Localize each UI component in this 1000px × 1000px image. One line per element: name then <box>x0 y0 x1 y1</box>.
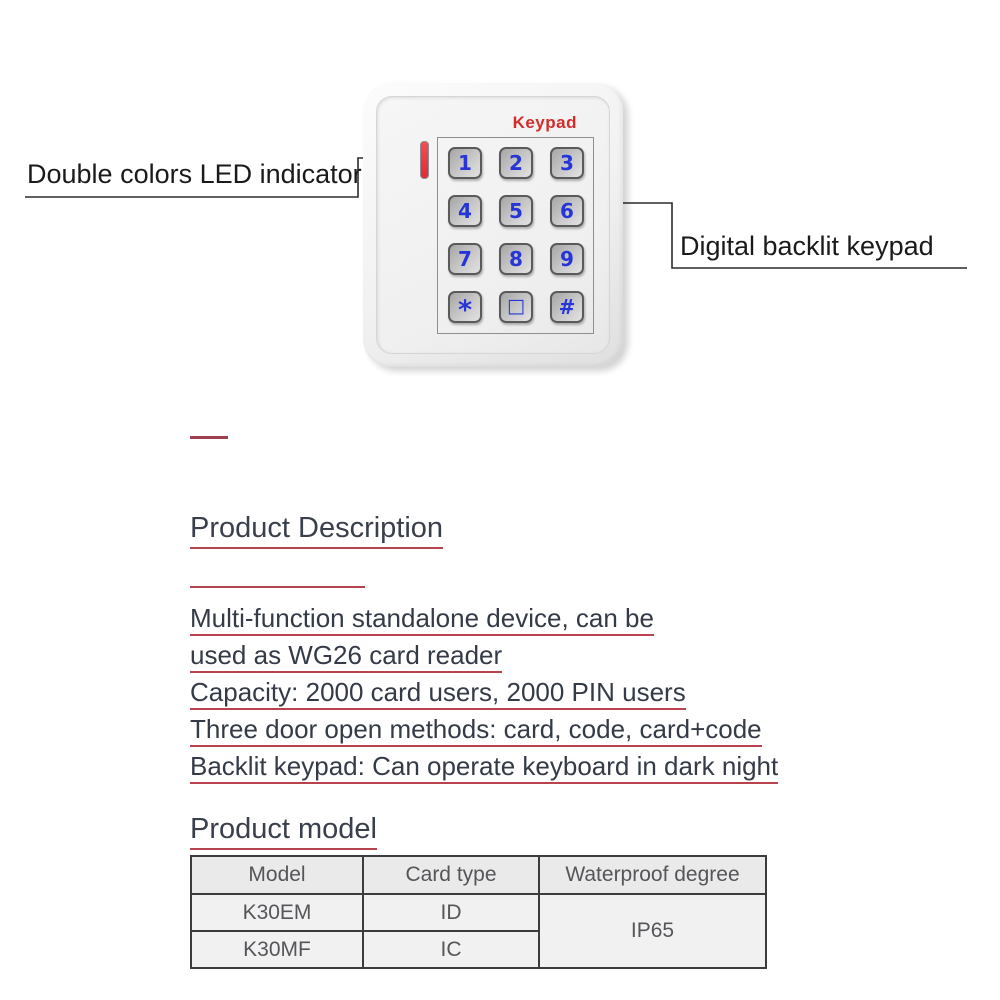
empty-underline-mark <box>190 586 365 588</box>
key-7-label: 7 <box>458 247 472 271</box>
column-header-waterproof-degree: Waterproof degree <box>539 856 766 894</box>
key-6-label: 6 <box>560 199 574 223</box>
keypad-key-5 <box>499 195 533 227</box>
keypad-key-7 <box>448 243 482 275</box>
table-row <box>191 894 766 931</box>
description-line: Capacity: 2000 card users, 2000 PIN users <box>190 674 778 711</box>
description-line: Backlit keypad: Can operate keyboard in dark night <box>190 748 778 785</box>
keypad-key-4 <box>448 195 482 227</box>
description-line: used as WG26 card reader <box>190 637 778 674</box>
product-description-text <box>190 600 778 785</box>
product-model-heading-text: Product model <box>190 813 377 850</box>
keypad-device-image <box>363 83 623 367</box>
keypad-key-2 <box>499 147 533 179</box>
keypad-key-1 <box>448 147 482 179</box>
keypad-callout-label: Digital backlit keypad <box>680 231 934 261</box>
keypad-key-3 <box>550 147 584 179</box>
cell-cardtype-ic: IC <box>363 931 539 968</box>
device-brand-label: Keypad <box>512 113 577 132</box>
keypad-key-8 <box>499 243 533 275</box>
key-hash-label: # <box>558 295 576 319</box>
product-description-heading-text: Product Description <box>190 512 443 549</box>
key-8-label: 8 <box>509 247 523 271</box>
key-1-label: 1 <box>458 151 472 175</box>
description-line: Three door open methods: card, code, card+code <box>190 711 778 748</box>
small-dash-mark <box>190 436 228 439</box>
keypad-panel <box>437 137 594 334</box>
keypad-key-hash <box>550 291 584 323</box>
key-4-label: 4 <box>458 199 472 223</box>
cell-cardtype-id: ID <box>363 894 539 931</box>
key-star-label: * <box>457 294 473 326</box>
keypad-key-9 <box>550 243 584 275</box>
cell-model-k30mf: K30MF <box>191 931 363 968</box>
led-callout-label: Double colors LED indicator <box>27 159 362 189</box>
key-3-label: 3 <box>560 151 574 175</box>
keypad-key-star <box>448 291 482 326</box>
key-5-label: 5 <box>509 199 523 223</box>
cell-waterproof-ip65: IP65 <box>539 894 766 968</box>
product-model-heading <box>190 813 377 846</box>
product-model-table <box>190 855 767 969</box>
device-face <box>376 96 610 354</box>
table-header-row <box>191 856 766 894</box>
column-header-model: Model <box>191 856 363 894</box>
column-header-card-type: Card type <box>363 856 539 894</box>
led-indicator <box>420 141 429 179</box>
product-description-heading <box>190 512 443 545</box>
description-line: Multi-function standalone device, can be <box>190 600 778 637</box>
key-2-label: 2 <box>509 151 523 175</box>
keypad-key-0 <box>499 291 533 323</box>
cell-model-k30em: K30EM <box>191 894 363 931</box>
keypad-key-6 <box>550 195 584 227</box>
key-9-label: 9 <box>560 247 574 271</box>
key-0-square-icon: □ <box>507 294 525 317</box>
